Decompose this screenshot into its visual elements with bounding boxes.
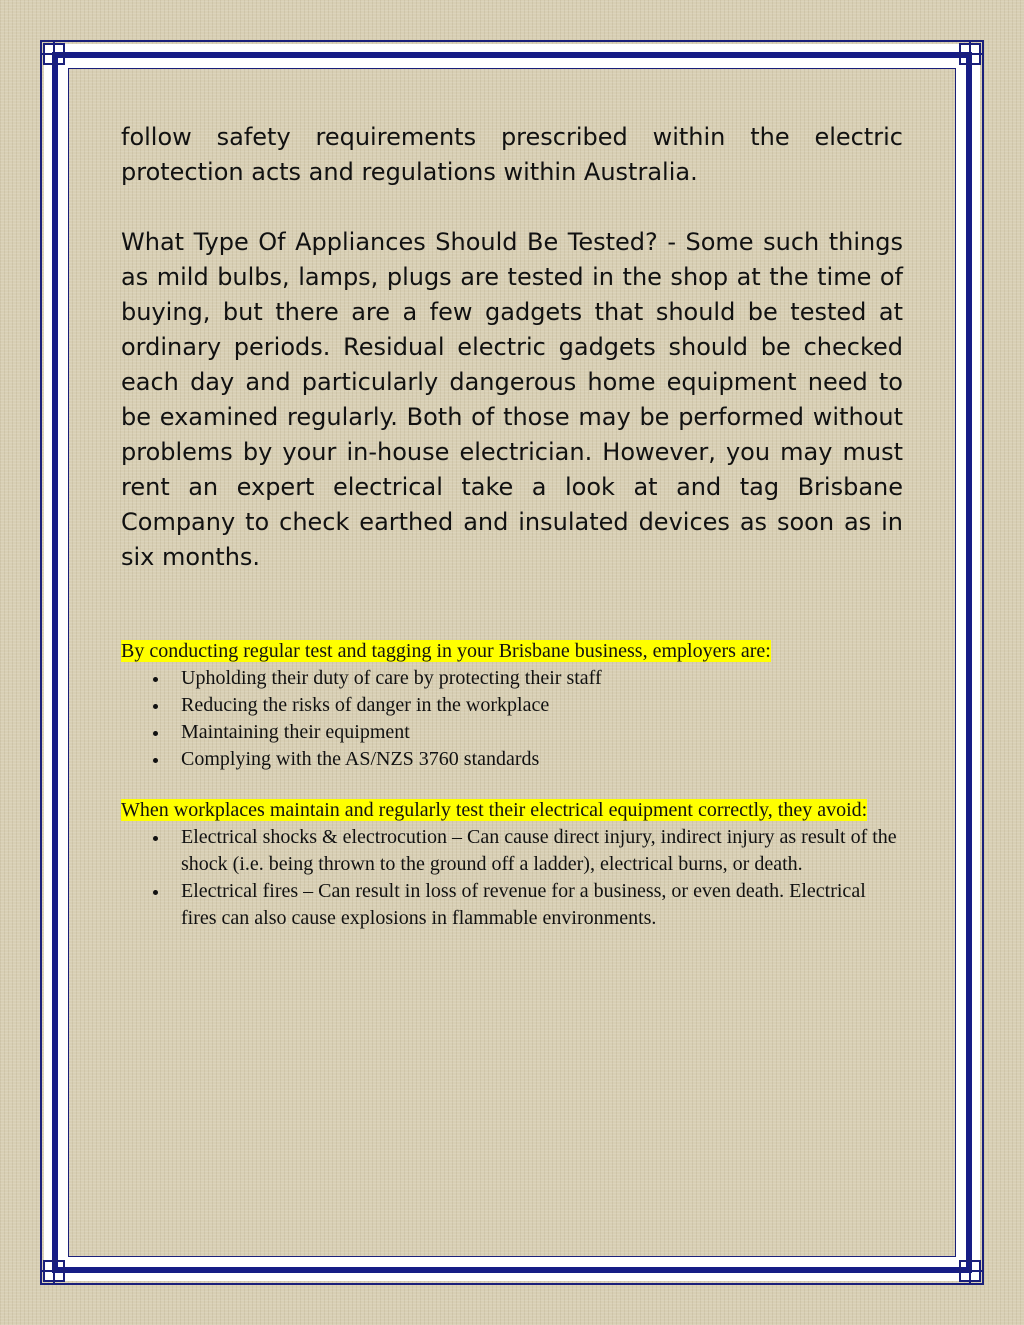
corner-ornament-bottom-right xyxy=(956,1257,984,1285)
bullet-icon xyxy=(153,731,158,736)
bullet-icon xyxy=(153,677,158,682)
intro-paragraph: follow safety requirements prescribed within the electric protection acts and regulations within Australia. xyxy=(121,123,903,186)
avoid-heading-highlight: When workplaces maintain and regularly test their electrical equipment correctly, they avoid: xyxy=(121,799,868,821)
bullet-icon xyxy=(153,890,158,895)
list-item xyxy=(121,692,903,719)
list-item-text: Electrical shocks & electrocution – Can cause direct injury, indirect injury as result of the shock (i.e. being thrown to the ground off a ladder), electrical burns, or death. xyxy=(181,826,897,875)
avoid-heading xyxy=(121,797,903,824)
list-item-text: Upholding their duty of care by protecting their staff xyxy=(181,667,602,689)
list-item-text: Complying with the AS/NZS 3760 standards xyxy=(181,748,540,770)
list-item xyxy=(121,665,903,692)
corner-ornament-bottom-left xyxy=(40,1257,68,1285)
avoid-list xyxy=(121,824,903,932)
corner-ornament-top-left xyxy=(40,40,68,68)
appliances-paragraph: What Type Of Appliances Should Be Tested? - Some such things as mild bulbs, lamps, plugs are tested in the shop at the time of buying, but there are a few gadgets that should be tested at ordinary periods. Residual electric gadgets should be checked each day and particularly dangerous home equipment need to be examined regularly. Both of those may be performed without problems by your in-house electrician. However, you may must rent an expert electrical take a look at and tag Brisbane Company to check earthed and insulated devices as soon as in six months. xyxy=(121,228,903,571)
list-item xyxy=(121,719,903,746)
bullet-icon xyxy=(153,836,158,841)
list-item-text: Reducing the risks of danger in the workplace xyxy=(181,694,550,716)
list-item xyxy=(121,824,903,878)
employers-section xyxy=(121,638,903,932)
bullet-icon xyxy=(153,704,158,709)
list-item-text: Electrical fires – Can result in loss of revenue for a business, or even death. Electrical fires can also cause explosions in flammable environments. xyxy=(181,880,866,929)
employers-heading-highlight: By conducting regular test and tagging in your Brisbane business, employers are: xyxy=(121,640,771,662)
list-item-text: Maintaining their equipment xyxy=(181,721,410,743)
employers-heading xyxy=(121,638,903,665)
list-item xyxy=(121,746,903,773)
list-item xyxy=(121,878,903,932)
employers-list xyxy=(121,665,903,773)
corner-ornament-top-right xyxy=(956,40,984,68)
document-content xyxy=(121,120,903,932)
bullet-icon xyxy=(153,758,158,763)
